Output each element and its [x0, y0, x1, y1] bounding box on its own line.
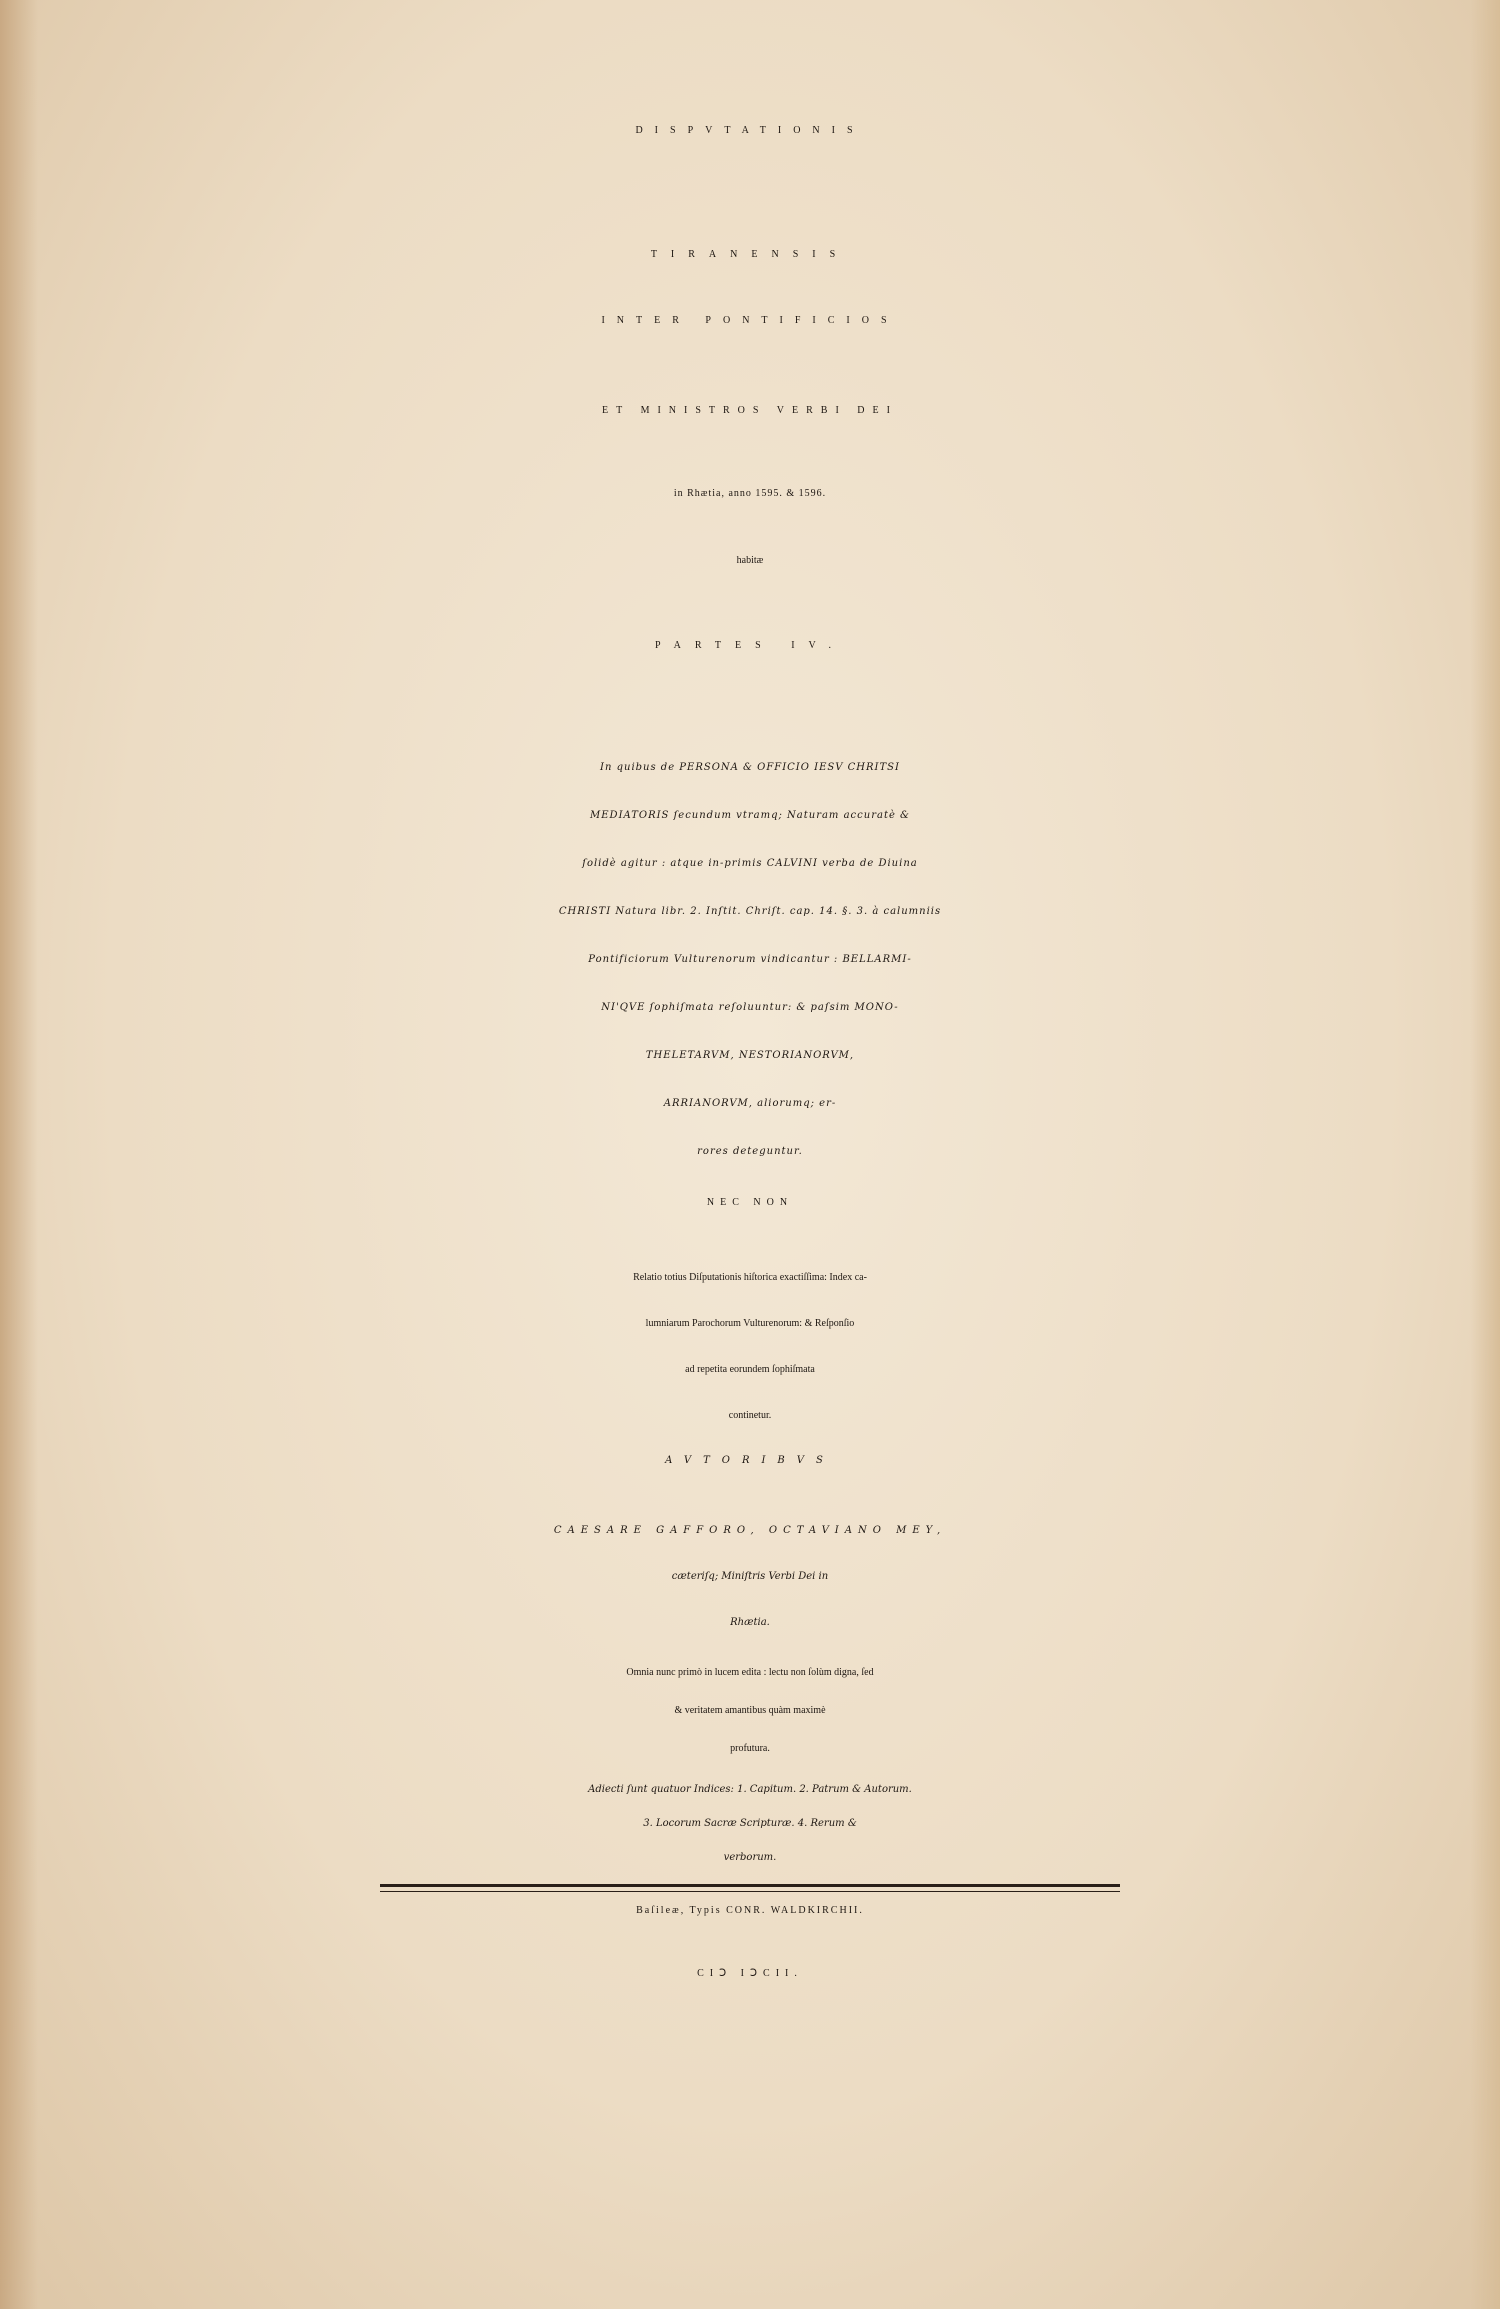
- title-line-habitae: habitæ: [736, 555, 764, 566]
- description-line: ARRIANORVM, aliorumq; er-: [663, 1098, 837, 1109]
- description-line: NI'QVE ſophiſmata reſoluuntur: & paſsim MONO-: [601, 1002, 899, 1013]
- description-line: rores deteguntur.: [697, 1146, 803, 1157]
- indices-line: 3. Locorum Sacræ Scripturæ. 4. Rerum &: [643, 1818, 857, 1829]
- description-line: CHRISTI Natura libr. 2. Inſtit. Chriſt. cap. 14. §. 3. à calumniis: [558, 906, 942, 917]
- divider-rule-thin: [380, 1891, 1120, 1892]
- imprint-line: Baſileæ, Typis CONR. WALDKIRCHII.: [636, 1905, 864, 1916]
- authors-line: CAESARE GAFFORO, OCTAVIANO MEY,: [553, 1525, 947, 1536]
- relatio-line: continetur.: [728, 1410, 772, 1421]
- title-line-rhaetia: in Rhætia, anno 1595. & 1596.: [673, 488, 827, 499]
- description-line: Pontificiorum Vulturenorum vindicantur : BELLARMI-: [588, 954, 912, 965]
- autoribus-heading: AVTORIBVS: [665, 1455, 835, 1466]
- nec-non-heading: NEC NON: [706, 1197, 794, 1208]
- description-line: ſolidè agitur : atque in-primis CALVINI verba de Diuina: [582, 858, 918, 869]
- relatio-line: lumniarum Parochorum Vulturenorum: & Reſponſio: [645, 1318, 855, 1329]
- title-line-disputationis: DISPVTATIONIS: [635, 125, 865, 136]
- indices-line: Adiecti ſunt quatuor Indices: 1. Capitum. 2. Patrum & Autorum.: [588, 1784, 912, 1795]
- title-line-tiranensis: TIRANENSIS: [650, 249, 850, 260]
- title-line-inter-pontificios: INTER PONTIFICIOS: [601, 315, 899, 326]
- title-line-partes: PARTES IV.: [655, 640, 845, 651]
- authors-line: cæteriſq; Miniſtris Verbi Dei in: [671, 1571, 829, 1582]
- description-line: In quibus de PERSONA & OFFICIO IESV CHRITSI: [600, 762, 900, 773]
- authors-line: Rhætia.: [730, 1617, 770, 1628]
- imprint-date: CIↃ IↃCII.: [697, 1968, 803, 1979]
- description-line: THELETARVM, NESTORIANORVM,: [645, 1050, 855, 1061]
- omnia-line: & veritatem amantibus quàm maximè: [674, 1705, 826, 1716]
- relatio-line: ad repetita eorundem ſophiſmata: [685, 1364, 815, 1375]
- omnia-line: Omnia nunc primò in lucem edita : lectu non ſolùm digna, ſed: [626, 1667, 874, 1678]
- relatio-line: Relatio totius Diſputationis hiſtorica exactiſſima: Index ca-: [633, 1272, 867, 1283]
- description-line: MEDIATORIS ſecundum vtramq; Naturam accuratè &: [590, 810, 910, 821]
- omnia-line: profutura.: [730, 1743, 770, 1754]
- indices-line: verborum.: [723, 1852, 777, 1863]
- divider-rule: [380, 1884, 1120, 1887]
- title-line-ministros: ET MINISTROS VERBI DEI: [602, 405, 898, 416]
